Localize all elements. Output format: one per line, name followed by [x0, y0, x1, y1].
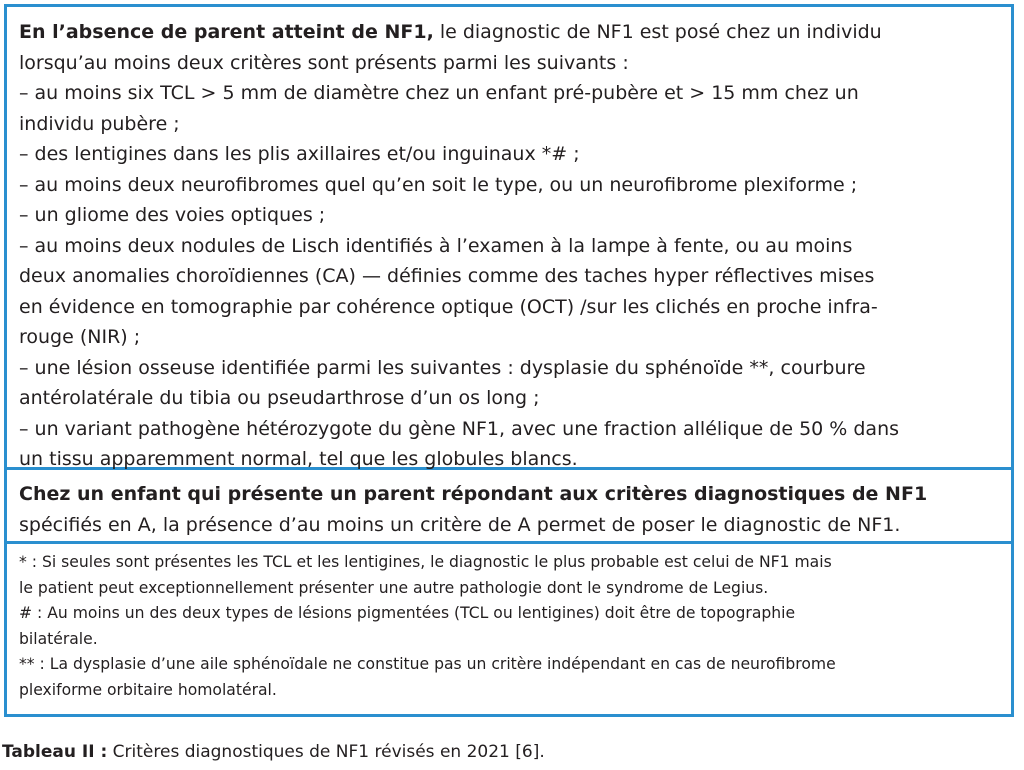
criteria-line: – au moins six TCL > 5 mm de diamètre chez un enfant pré-pubère et > 15 mm chez un [19, 82, 859, 104]
criteria-line: en évidence en tomographie par cohérence optique (OCT) /sur les clichés en proche infra- [19, 295, 878, 318]
footnote-line: * : Si seules sont présentes les TCL et les lentigines, le diagnostic le plus probable est celui de NF1 mais [19, 553, 832, 571]
criteria-line: – des lentigines dans les plis axillaires et/ou inguinaux *# ; [19, 143, 580, 165]
criteria-line: antérolatérale du tibia ou pseudarthrose d’un os long ; [19, 387, 540, 409]
criteria-intro-text: le diagnostic de NF1 est posé chez un individu [433, 21, 882, 43]
criteria-line: – une lésion osseuse identifiée parmi les suivantes : dysplasie du sphénoïde **, courbure [19, 356, 866, 379]
criteria-line: individu pubère ; [19, 112, 180, 135]
criteria-line: – un variant pathogène hétérozygote du gène NF1, avec une fraction allélique de 50 % dans [19, 417, 900, 440]
criteria-line: – au moins deux nodules de Lisch identifiés à l’examen à la lampe à fente, ou au moins [19, 234, 853, 257]
footnotes-cell [7, 541, 1011, 714]
caption-text: Critères diagnostiques de NF1 révisés en 2021 [6]. [107, 742, 545, 762]
criteria-intro-bold: En l’absence de parent atteint de NF1, [19, 21, 434, 43]
caption-label: Tableau II : [2, 742, 108, 762]
criteria-line: – au moins deux neurofibromes quel qu’en soit le type, ou un neurofibrome plexiforme ; [19, 173, 858, 196]
parent-criteria-text: spécifiés en A, la présence d’au moins un critère de A permet de poser le diagnostic de NF1. [19, 513, 901, 536]
table-caption [2, 740, 545, 764]
criteria-line: – un gliome des voies optiques ; [19, 204, 326, 226]
criteria-line: lorsqu’au moins deux critères sont présents parmi les suivants : [19, 51, 629, 74]
footnote-line: # : Au moins un des deux types de lésions pigmentées (TCL ou lentigines) doit être de topographie [19, 604, 796, 623]
criteria-line: un tissu apparemment normal, tel que les globules blancs. [19, 448, 578, 470]
criteria-cell-a [7, 7, 1011, 470]
criteria-table [4, 4, 1014, 717]
footnote-line: bilatérale. [19, 629, 98, 648]
parent-criteria-bold: Chez un enfant qui présente un parent répondant aux critères diagnostiques de NF1 [19, 483, 928, 505]
footnote-line: le patient peut exceptionnellement présenter une autre pathologie dont le syndrome de Legius. [19, 578, 769, 597]
criteria-line: rouge (NIR) ; [19, 326, 141, 348]
footnote-line: plexiforme orbitaire homolatéral. [19, 680, 277, 699]
criteria-line: deux anomalies choroïdiennes (CA) — définies comme des taches hyper réflectives mises [19, 265, 875, 287]
criteria-intro-line [19, 17, 999, 48]
criteria-cell-b [7, 467, 1011, 541]
footnote-line: ** : La dysplasie d’une aile sphénoïdale ne constitue pas un critère indépendant en cas de neurofibrome [19, 655, 836, 674]
